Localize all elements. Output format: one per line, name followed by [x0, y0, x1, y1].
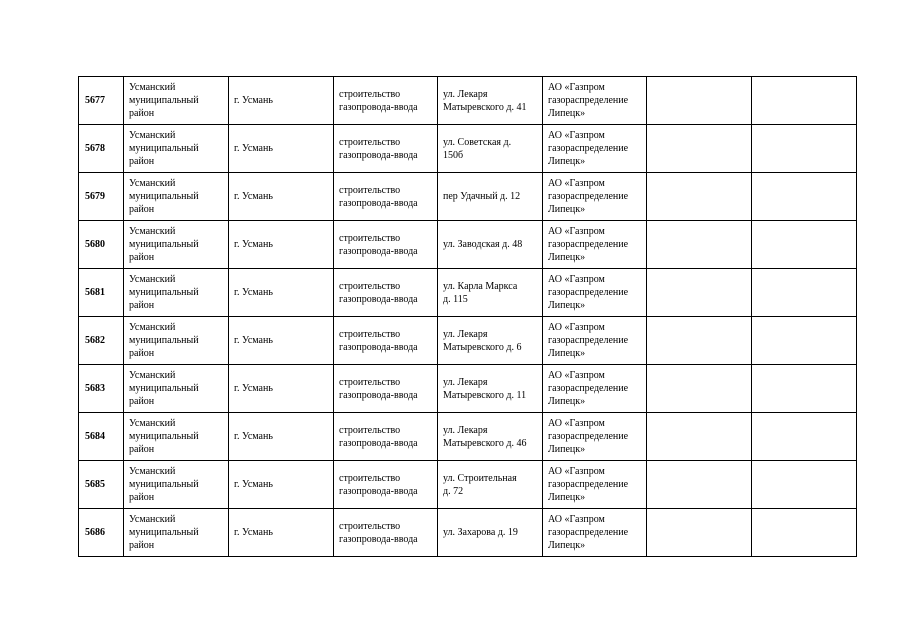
row-number: 5681 [85, 287, 105, 298]
empty-cell [752, 365, 857, 413]
table-row [79, 173, 857, 221]
district-text: Усманский муниципальный район [129, 418, 199, 455]
row-number: 5684 [85, 431, 105, 442]
district-cell [124, 317, 229, 365]
address-cell [438, 413, 543, 461]
organization-cell [543, 461, 647, 509]
empty-cell [647, 269, 752, 317]
table-row [79, 413, 857, 461]
city-cell [229, 317, 334, 365]
table-row [79, 221, 857, 269]
address-text: пер Удачный д. 12 [443, 191, 521, 202]
work-type-cell [334, 509, 438, 557]
city-cell [229, 509, 334, 557]
empty-cell [647, 173, 752, 221]
organization-text: АО «Газпром газораспределение Липецк» [548, 322, 629, 359]
address-text: ул. Лекаря Матыревского д. 11 [443, 376, 527, 401]
district-cell [124, 509, 229, 557]
address-text: ул. Лекаря Матыревского д. 41 [443, 88, 527, 113]
row-number: 5685 [85, 479, 105, 490]
work-type-cell [334, 413, 438, 461]
district-cell [124, 221, 229, 269]
table-row [79, 269, 857, 317]
work-type-text: строительство газопровода-ввода [339, 136, 418, 161]
address-cell [438, 173, 543, 221]
city-text: г. Усмань [234, 239, 273, 250]
city-cell [229, 77, 334, 125]
organization-cell [543, 317, 647, 365]
row-number-cell [79, 509, 124, 557]
city-text: г. Усмань [234, 287, 273, 298]
organization-cell [543, 221, 647, 269]
row-number: 5686 [85, 527, 105, 538]
empty-cell [647, 413, 752, 461]
address-cell [438, 269, 543, 317]
district-text: Усманский муниципальный район [129, 226, 199, 263]
work-type-cell [334, 125, 438, 173]
city-text: г. Усмань [234, 95, 273, 106]
work-type-cell [334, 77, 438, 125]
row-number-cell [79, 221, 124, 269]
organization-text: АО «Газпром газораспределение Липецк» [548, 274, 629, 311]
city-text: г. Усмань [234, 431, 273, 442]
work-type-cell [334, 221, 438, 269]
row-number: 5679 [85, 191, 105, 202]
city-text: г. Усмань [234, 335, 273, 346]
city-cell [229, 221, 334, 269]
organization-cell [543, 77, 647, 125]
row-number-cell [79, 173, 124, 221]
empty-cell [752, 461, 857, 509]
address-cell [438, 365, 543, 413]
empty-cell [647, 461, 752, 509]
work-type-cell [334, 365, 438, 413]
empty-cell [752, 509, 857, 557]
work-type-cell [334, 317, 438, 365]
district-cell [124, 365, 229, 413]
work-type-cell [334, 461, 438, 509]
table-row [79, 461, 857, 509]
city-text: г. Усмань [234, 527, 273, 538]
organization-cell [543, 125, 647, 173]
city-text: г. Усмань [234, 479, 273, 490]
district-text: Усманский муниципальный район [129, 274, 199, 311]
address-cell [438, 317, 543, 365]
empty-cell [752, 317, 857, 365]
city-text: г. Усмань [234, 143, 273, 154]
city-text: г. Усмань [234, 383, 273, 394]
work-type-cell [334, 173, 438, 221]
city-cell [229, 461, 334, 509]
table-row [79, 365, 857, 413]
work-type-cell [334, 269, 438, 317]
work-type-text: строительство газопровода-ввода [339, 376, 418, 401]
address-text: ул. Строительная д. 72 [443, 472, 517, 497]
organization-cell [543, 365, 647, 413]
address-text: ул. Захарова д. 19 [443, 527, 518, 538]
address-text: ул. Лекаря Матыревского д. 46 [443, 424, 527, 449]
address-text: ул. Заводская д. 48 [443, 239, 523, 250]
district-text: Усманский муниципальный район [129, 514, 199, 551]
city-cell [229, 413, 334, 461]
address-text: ул. Советская д. 150б [443, 136, 512, 161]
district-cell [124, 125, 229, 173]
address-cell [438, 461, 543, 509]
district-text: Усманский муниципальный район [129, 82, 199, 119]
work-type-text: строительство газопровода-ввода [339, 184, 418, 209]
district-cell [124, 413, 229, 461]
row-number-cell [79, 461, 124, 509]
work-type-text: строительство газопровода-ввода [339, 520, 418, 545]
empty-cell [752, 77, 857, 125]
district-text: Усманский муниципальный район [129, 466, 199, 503]
work-type-text: строительство газопровода-ввода [339, 424, 418, 449]
empty-cell [752, 413, 857, 461]
table-body [79, 77, 857, 557]
address-text: ул. Лекаря Матыревского д. 6 [443, 328, 522, 353]
empty-cell [647, 365, 752, 413]
address-text: ул. Карла Маркса д. 115 [443, 280, 518, 305]
empty-cell [752, 269, 857, 317]
table-row [79, 77, 857, 125]
row-number: 5683 [85, 383, 105, 394]
gas-pipeline-table [78, 76, 857, 557]
district-cell [124, 77, 229, 125]
district-text: Усманский муниципальный район [129, 322, 199, 359]
city-cell [229, 269, 334, 317]
district-text: Усманский муниципальный район [129, 178, 199, 215]
district-text: Усманский муниципальный район [129, 130, 199, 167]
district-cell [124, 269, 229, 317]
organization-cell [543, 509, 647, 557]
city-cell [229, 365, 334, 413]
empty-cell [647, 125, 752, 173]
empty-cell [752, 173, 857, 221]
work-type-text: строительство газопровода-ввода [339, 328, 418, 353]
district-cell [124, 461, 229, 509]
organization-cell [543, 413, 647, 461]
row-number-cell [79, 365, 124, 413]
address-cell [438, 125, 543, 173]
row-number: 5680 [85, 239, 105, 250]
organization-cell [543, 173, 647, 221]
organization-text: АО «Газпром газораспределение Липецк» [548, 178, 629, 215]
row-number-cell [79, 269, 124, 317]
organization-text: АО «Газпром газораспределение Липецк» [548, 226, 629, 263]
address-cell [438, 77, 543, 125]
empty-cell [647, 317, 752, 365]
empty-cell [647, 509, 752, 557]
row-number-cell [79, 125, 124, 173]
organization-text: АО «Газпром газораспределение Липецк» [548, 82, 629, 119]
city-cell [229, 125, 334, 173]
row-number-cell [79, 77, 124, 125]
work-type-text: строительство газопровода-ввода [339, 232, 418, 257]
organization-text: АО «Газпром газораспределение Липецк» [548, 466, 629, 503]
row-number: 5682 [85, 335, 105, 346]
organization-text: АО «Газпром газораспределение Липецк» [548, 130, 629, 167]
row-number: 5678 [85, 143, 105, 154]
row-number-cell [79, 413, 124, 461]
table-row [79, 509, 857, 557]
empty-cell [647, 77, 752, 125]
empty-cell [752, 221, 857, 269]
city-text: г. Усмань [234, 191, 273, 202]
district-cell [124, 173, 229, 221]
organization-text: АО «Газпром газораспределение Липецк» [548, 370, 629, 407]
table-row [79, 317, 857, 365]
organization-text: АО «Газпром газораспределение Липецк» [548, 418, 629, 455]
empty-cell [647, 221, 752, 269]
row-number: 5677 [85, 95, 105, 106]
address-cell [438, 221, 543, 269]
row-number-cell [79, 317, 124, 365]
work-type-text: строительство газопровода-ввода [339, 88, 418, 113]
table-row [79, 125, 857, 173]
city-cell [229, 173, 334, 221]
address-cell [438, 509, 543, 557]
work-type-text: строительство газопровода-ввода [339, 472, 418, 497]
work-type-text: строительство газопровода-ввода [339, 280, 418, 305]
district-text: Усманский муниципальный район [129, 370, 199, 407]
organization-text: АО «Газпром газораспределение Липецк» [548, 514, 629, 551]
organization-cell [543, 269, 647, 317]
empty-cell [752, 125, 857, 173]
